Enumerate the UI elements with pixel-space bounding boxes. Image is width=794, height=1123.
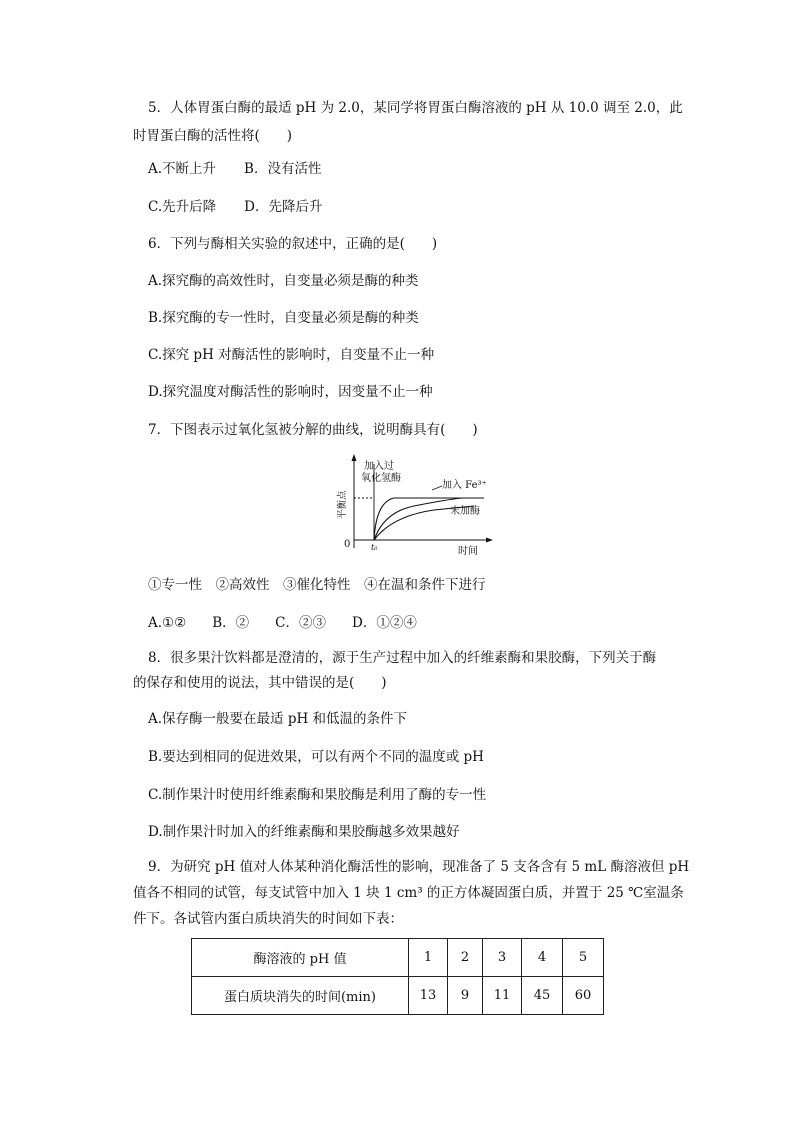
table-cell: 4 bbox=[522, 939, 563, 977]
curve-enzyme bbox=[374, 498, 484, 540]
t0-label: t₀ bbox=[371, 543, 378, 552]
q8-option-a[interactable]: A.保存酶一般要在最适 pH 和低温的条件下 bbox=[148, 711, 408, 727]
q5-option-c[interactable]: C.先升后降 bbox=[148, 199, 217, 215]
q7-statements: ①专一性 ②高效性 ③催化特性 ④在温和条件下进行 bbox=[148, 577, 486, 593]
y-axis-arrow bbox=[352, 454, 357, 461]
x-axis-arrow bbox=[486, 538, 493, 543]
q7-options bbox=[148, 613, 417, 633]
table-cell: 11 bbox=[483, 977, 522, 1015]
q8-option-c[interactable]: C.制作果汁时使用纤维素酶和果胶酶是利用了酶的专一性 bbox=[148, 787, 487, 803]
table-cell: 5 bbox=[563, 939, 604, 977]
table-cell: 60 bbox=[563, 977, 604, 1015]
table-row-ph bbox=[192, 939, 604, 977]
table-cell: 1 bbox=[409, 939, 448, 977]
origin-label: 0 bbox=[344, 539, 351, 550]
table-cell: 13 bbox=[409, 977, 448, 1015]
q7-stem: 7．下图表示过氧化氢被分解的曲线，说明酶具有( ) bbox=[148, 422, 478, 438]
q5-stem-line2: 时胃蛋白酶的活性将( ) bbox=[133, 128, 293, 144]
q6-option-d[interactable]: D.探究温度对酶活性的影响时，因变量不止一种 bbox=[148, 384, 433, 400]
q7-option-d[interactable]: D．①②④ bbox=[352, 615, 417, 631]
q6-option-b[interactable]: B.探究酶的专一性时，自变量必须是酶的种类 bbox=[148, 310, 419, 326]
q8-option-d[interactable]: D.制作果汁时加入的纤维素酶和果胶酶越多效果越好 bbox=[148, 824, 460, 840]
label-no-enzyme: 未加酶 bbox=[450, 506, 480, 517]
q7-option-c[interactable]: C．②③ bbox=[275, 615, 327, 631]
q8-stem-line2: 的保存和使用的说法，其中错误的是( ) bbox=[133, 675, 387, 691]
q5-option-a[interactable]: A.不断上升 bbox=[148, 161, 217, 177]
q9-data-table bbox=[191, 938, 604, 1015]
curve-fe3 bbox=[374, 498, 462, 540]
q7-option-a[interactable]: A.①② bbox=[148, 615, 187, 631]
label-fe3: 加入 Fe³⁺ bbox=[442, 480, 487, 491]
table-cell: 9 bbox=[448, 977, 483, 1015]
x-axis-label: 时间 bbox=[458, 546, 478, 557]
q8-stem-line1: 8．很多果汁饮料都是澄清的，源于生产过程中加入的纤维素酶和果胶酶，下列关于酶 bbox=[148, 650, 657, 666]
q5-stem-line1: 5．人体胃蛋白酶的最适 pH 为 2.0，某同学将胃蛋白酶溶液的 pH 从 10.0 调至 2.0，此 bbox=[148, 100, 683, 116]
q6-stem: 6．下列与酶相关实验的叙述中，正确的是( ) bbox=[148, 236, 438, 252]
q9-stem-line3: 件下。各试管内蛋白质块消失的时间如下表： bbox=[133, 911, 403, 927]
q5-option-b[interactable]: B．没有活性 bbox=[244, 161, 322, 177]
q5-options-row2 bbox=[148, 197, 322, 217]
q9-stem-line1: 9．为研究 pH 值对人体某种消化酶活性的影响，现准备了 5 支各含有 5 mL 酶溶液但 pH bbox=[148, 859, 690, 875]
table-header-time: 蛋白质块消失的时间(min) bbox=[192, 977, 409, 1015]
q6-option-a[interactable]: A.探究酶的高效性时，自变量必须是酶的种类 bbox=[148, 273, 419, 289]
q7-reaction-graph bbox=[334, 452, 504, 560]
q9-stem-line2: 值各不相同的试管，每支试管中加入 1 块 1 cm³ 的正方体凝固蛋白质，并置于 25 ℃室温条 bbox=[133, 885, 684, 901]
q7-option-b[interactable]: B．② bbox=[212, 615, 250, 631]
table-cell: 3 bbox=[483, 939, 522, 977]
fe-label-pointer bbox=[432, 486, 442, 490]
q8-option-b[interactable]: B.要达到相同的促进效果，可以有两个不同的温度或 pH bbox=[148, 749, 484, 765]
table-row-time bbox=[192, 977, 604, 1015]
y-axis-label: 平衡点 bbox=[337, 490, 348, 519]
table-cell: 2 bbox=[448, 939, 483, 977]
table-cell: 45 bbox=[522, 977, 563, 1015]
label-enzyme-line1: 加入过 bbox=[364, 461, 394, 472]
label-enzyme-line2: 氧化氢酶 bbox=[361, 473, 401, 484]
q6-option-c[interactable]: C.探究 pH 对酶活性的影响时，自变量不止一种 bbox=[148, 347, 435, 363]
table-header-ph: 酶溶液的 pH 值 bbox=[192, 939, 409, 977]
q5-options-row1 bbox=[148, 159, 321, 179]
q5-option-d[interactable]: D．先降后升 bbox=[244, 199, 323, 215]
